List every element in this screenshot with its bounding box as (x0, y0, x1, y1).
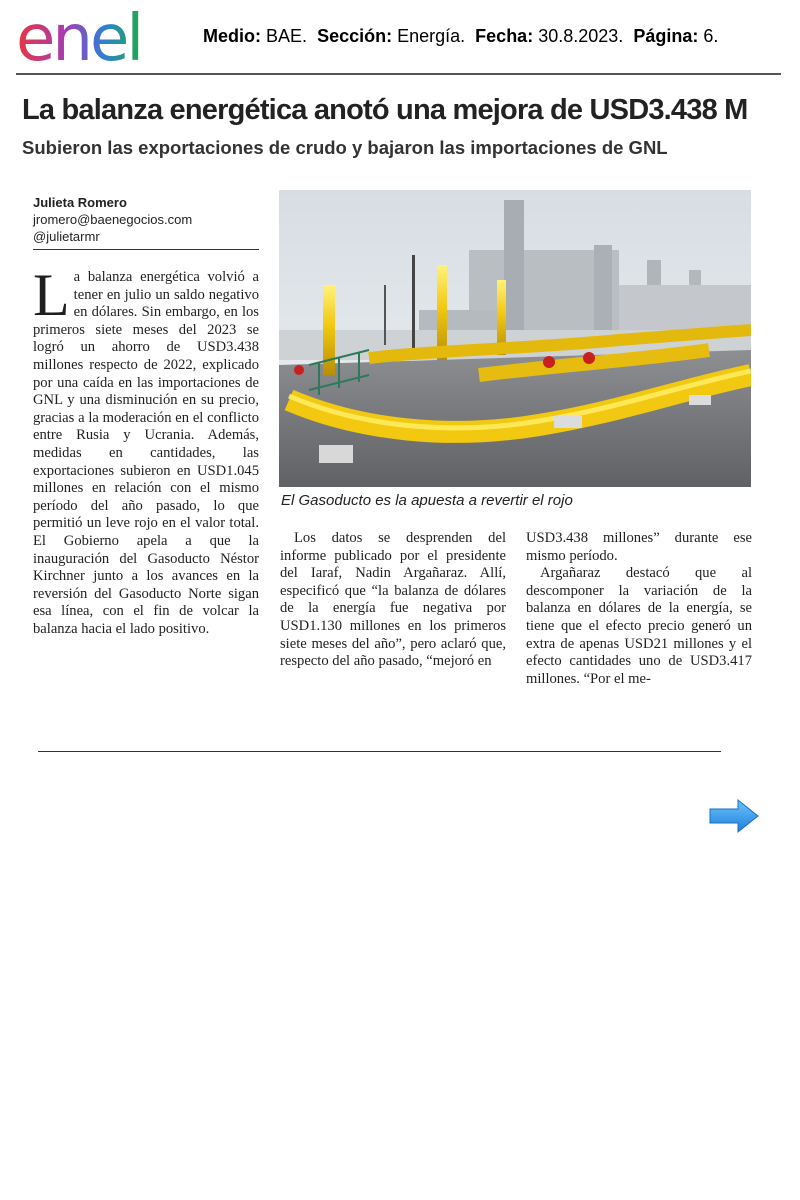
logo-text: enel (16, 4, 142, 66)
article-headline: La balanza energética anotó una mejora de USD3.438 M (22, 94, 748, 126)
medio-label: Medio: (203, 26, 261, 46)
author-email: jromero@baenegocios.com (33, 212, 193, 227)
pagina-label: Página: (633, 26, 699, 46)
column-3-paragraph-1: USD3.438 millones” durante ese mismo período. (526, 530, 752, 564)
article-column-2: Los datos se desprenden del informe publicado por el presidente del Iaraf, Nadin Argañaraz. Allí, especificó que “la balanza de dólares de la energía fue negativa por USD1.130 millones en los primeros siete meses del año”, pero aclaró que, respecto del año pasado, “mejoró en (280, 530, 506, 670)
column-1-text: a balanza energética volvió a tener en julio un saldo negativo en dólares. Sin embargo, en los primeros siete meses del 2023 se logró un ahorro de USD3.438 millones respecto de 2022, explicado por una caída en las importaciones de GNL y una disminución en su precio, gracias a la moderación en el conflicto entre Rusia y Ucrania. Además, medidas en cantidades, las exportaciones subieron en USD1.045 millones en relación con el mismo período del año pasado, lo que permitió un leve rojo en el valor total. El Gobierno apela a que la inauguración del Gasoducto Néstor Kirchner junto a los avances en la reversión del Gasoducto Norte sigan esa línea, con el fin de volcar la balanza hacia el lado positivo. (33, 269, 259, 637)
column-3-paragraph-2: Argañaraz destacó que al descomponer la variación de la balanza en dólares de la energía, se tiene que el efecto precio generó un extra de apenas USD21 millones y el efecto cantidades uno de USD3.417 millones. “Por el me- (526, 565, 752, 687)
fecha-label: Fecha: (475, 26, 534, 46)
byline-divider (33, 249, 259, 250)
fecha-value: 30.8.2023. (538, 26, 624, 46)
article-end-divider (38, 751, 721, 752)
article-column-1 (33, 262, 259, 638)
author-name: Julieta Romero (33, 195, 127, 210)
article-column-3 (526, 530, 752, 688)
medio-value: BAE. (266, 26, 308, 46)
enel-logo (16, 4, 181, 66)
article-subheadline: Subieron las exportaciones de crudo y bajaron las importaciones de GNL (22, 137, 668, 158)
seccion-value: Energía. (397, 26, 466, 46)
arrow-right-icon[interactable] (708, 798, 760, 834)
byline (33, 194, 259, 245)
photo-caption: El Gasoducto es la apuesta a revertir el rojo (281, 492, 573, 509)
gas-plant-pipes-image (279, 190, 751, 487)
pagina-value: 6. (703, 26, 719, 46)
drop-cap: L (33, 262, 70, 328)
document-meta (203, 26, 718, 47)
seccion-label: Sección: (317, 26, 393, 46)
header-divider (16, 73, 781, 75)
article-photo (279, 190, 751, 487)
author-handle: @julietarmr (33, 229, 100, 244)
